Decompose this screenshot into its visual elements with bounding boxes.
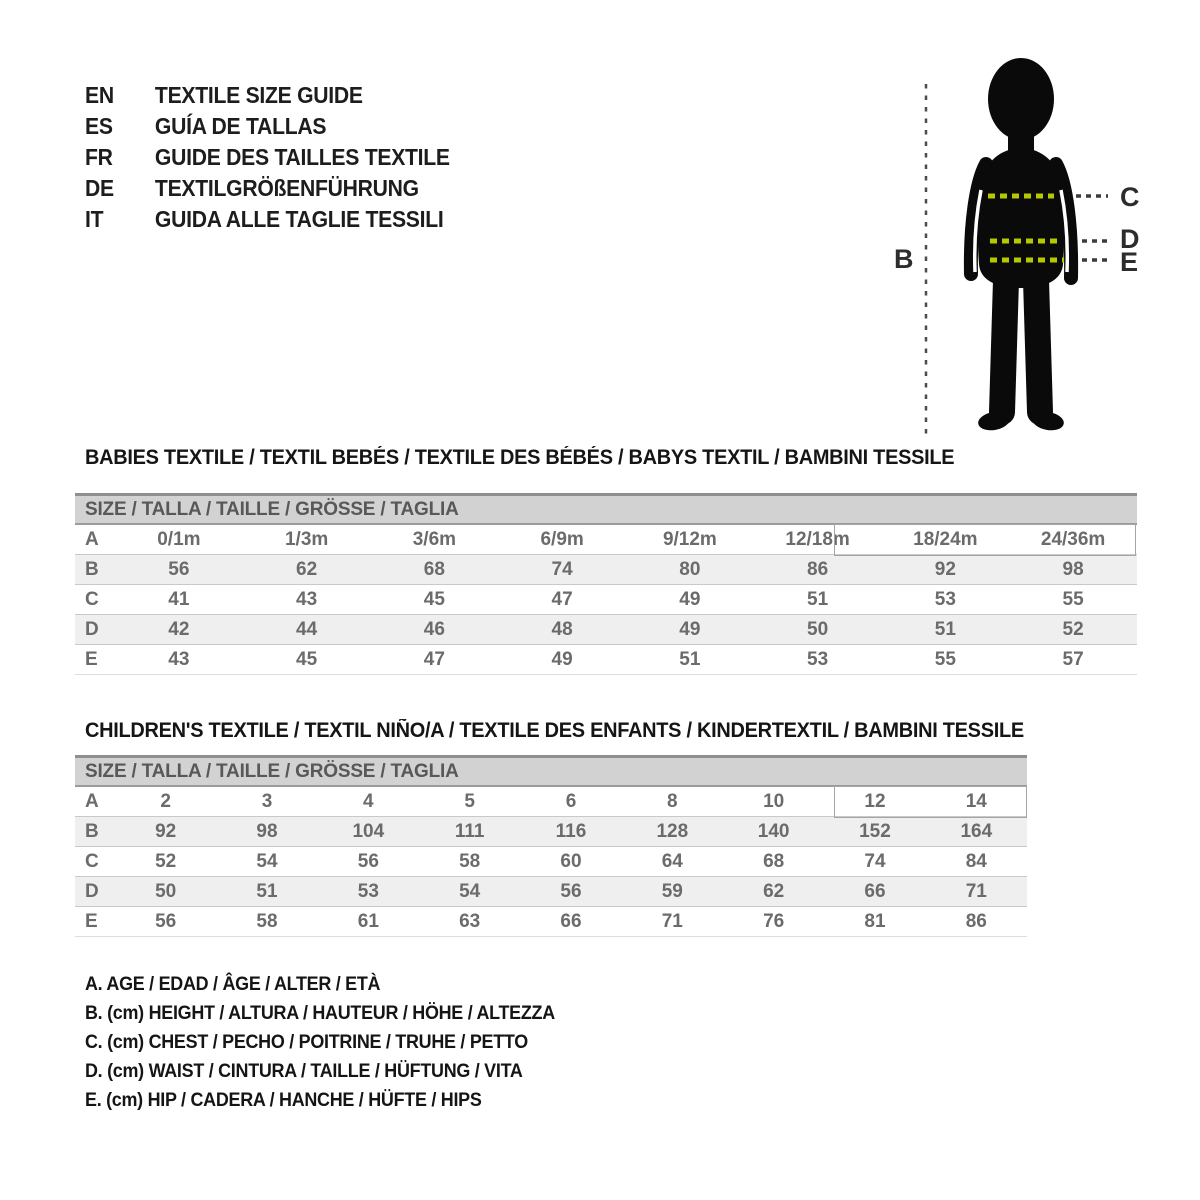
table-cell: 41 (168, 588, 190, 610)
table-cell: 63 (459, 910, 481, 932)
lang-code: FR (85, 144, 113, 170)
lang-code: DE (85, 175, 114, 201)
table-row (75, 615, 1137, 645)
table-cell: 66 (864, 880, 886, 902)
table-cell: 51 (934, 618, 956, 640)
table-cell: 49 (679, 618, 701, 640)
lang-row-it (85, 204, 450, 235)
table-cell: 140 (757, 820, 790, 842)
legend-line-hip: E. (cm) HIP / CADERA / HANCHE / HÜFTE / HIPS (85, 1089, 482, 1111)
row-label: B (85, 820, 99, 842)
lang-title: GUIDA ALLE TAGLIE TESSILI (154, 206, 444, 232)
row-label: C (85, 850, 99, 872)
measurement-legend (85, 970, 555, 1115)
table-cell: 9/12m (662, 528, 717, 550)
table-cell: 62 (763, 880, 785, 902)
children-section-heading: CHILDREN'S TEXTILE / TEXTIL NIÑO/A / TEXTILE DES ENFANTS / KINDERTEXTIL / BAMBINI TESSILE (85, 719, 1024, 742)
table-cell: 55 (1062, 588, 1084, 610)
table-cell: 12 (864, 790, 886, 812)
table-cell: 86 (965, 910, 987, 932)
row-label: B (85, 558, 99, 580)
lang-code: EN (85, 82, 114, 108)
table-cell: 66 (560, 910, 582, 932)
table-cell: 92 (934, 558, 956, 580)
table-row (75, 847, 1027, 877)
size-header: SIZE / TALLA / TAILLE / GRÖSSE / TAGLIA (75, 757, 1027, 787)
babies-size-table (75, 493, 1137, 675)
table-cell: 1/3m (284, 528, 329, 550)
table-cell: 3/6m (412, 528, 457, 550)
table-row (75, 585, 1137, 615)
legend-line-waist: D. (cm) WAIST / CINTURA / TAILLE / HÜFTUNG / VITA (85, 1060, 523, 1082)
table-cell: 0/1m (157, 528, 201, 550)
table-cell: 152 (859, 820, 891, 842)
table-cell: 98 (256, 820, 278, 842)
table-cell: 71 (965, 880, 987, 902)
table-cell: 61 (357, 910, 379, 932)
lang-title: TEXTILE SIZE GUIDE (154, 82, 363, 108)
row-label: A (85, 790, 99, 812)
child-silhouette-diagram (880, 40, 1200, 460)
table-cell: 6/9m (540, 528, 584, 550)
table-cell: 116 (555, 820, 587, 842)
table-cell: 55 (934, 648, 956, 670)
table-cell: 128 (656, 820, 689, 842)
table-cell: 51 (256, 880, 278, 902)
table-cell: 56 (560, 880, 582, 902)
babies-section-heading: BABIES TEXTILE / TEXTIL BEBÉS / TEXTILE DES BÉBÉS / BABYS TEXTIL / BAMBINI TESSILE (85, 446, 955, 469)
lang-code: IT (85, 206, 104, 232)
children-size-table (75, 755, 1027, 937)
table-cell: 47 (423, 648, 445, 670)
table-cell: 50 (807, 618, 829, 640)
row-label: C (85, 588, 99, 610)
size-header: SIZE / TALLA / TAILLE / GRÖSSE / TAGLIA (75, 495, 1137, 525)
table-cell: 56 (155, 910, 177, 932)
table-cell: 49 (551, 648, 573, 670)
table-cell: 57 (1062, 648, 1084, 670)
table-cell: 8 (667, 790, 678, 812)
table-cell: 56 (357, 850, 379, 872)
table-cell: 50 (155, 880, 177, 902)
row-label: A (85, 528, 99, 550)
lang-row-fr (85, 142, 450, 173)
table-row (75, 817, 1027, 847)
table-cell: 43 (296, 588, 318, 610)
table-row (75, 645, 1137, 675)
height-label: B (894, 244, 914, 274)
table-cell: 62 (296, 558, 318, 580)
table-cell: 6 (565, 790, 577, 812)
table-cell: 12/18m (785, 528, 850, 550)
table-cell: 52 (155, 850, 177, 872)
legend-line-chest: C. (cm) CHEST / PECHO / POITRINE / TRUHE / PETTO (85, 1031, 528, 1053)
hip-label: E (1120, 247, 1139, 277)
table-cell: 14 (965, 790, 987, 812)
table-cell: 49 (679, 588, 701, 610)
table-cell: 58 (256, 910, 278, 932)
table-cell: 10 (763, 790, 785, 812)
table-cell: 42 (168, 618, 190, 640)
lang-row-de (85, 173, 450, 204)
table-cell: 111 (454, 820, 485, 842)
table-cell: 68 (763, 850, 785, 872)
table-cell: 164 (960, 820, 993, 842)
table-header-row (75, 495, 1137, 525)
legend-line-height: B. (cm) HEIGHT / ALTURA / HAUTEUR / HÖHE / ALTEZZA (85, 1002, 555, 1024)
table-cell: 60 (560, 850, 582, 872)
table-cell: 18/24m (913, 528, 978, 550)
chest-label: C (1120, 182, 1140, 212)
lang-title: GUÍA DE TALLAS (154, 113, 327, 139)
table-cell: 46 (423, 618, 445, 640)
table-cell: 53 (934, 588, 956, 610)
table-row (75, 786, 1027, 817)
table-row (75, 907, 1027, 937)
table-cell: 45 (423, 588, 445, 610)
row-label: E (85, 910, 98, 932)
table-cell: 45 (296, 648, 318, 670)
table-cell: 53 (357, 880, 379, 902)
table-cell: 43 (168, 648, 190, 670)
table-cell: 64 (661, 850, 683, 872)
lang-title: TEXTILGRÖßENFÜHRUNG (154, 175, 419, 201)
table-cell: 68 (423, 558, 445, 580)
lang-row-es (85, 111, 450, 142)
legend-line-age: A. AGE / EDAD / ÂGE / ALTER / ETÀ (85, 973, 381, 995)
lang-row-en (85, 80, 450, 111)
table-cell: 53 (807, 648, 829, 670)
table-cell: 54 (256, 850, 278, 872)
table-row (75, 877, 1027, 907)
table-cell: 81 (864, 910, 886, 932)
row-label: D (85, 618, 99, 640)
table-cell: 58 (459, 850, 481, 872)
table-header-row (75, 757, 1027, 787)
row-label: D (85, 880, 99, 902)
language-title-list (85, 80, 450, 235)
table-cell: 52 (1062, 618, 1084, 640)
table-row (75, 555, 1137, 585)
table-cell: 2 (160, 790, 171, 812)
table-cell: 80 (679, 558, 701, 580)
table-cell: 56 (168, 558, 190, 580)
table-cell: 86 (807, 558, 829, 580)
table-cell: 74 (551, 558, 573, 580)
table-cell: 71 (661, 910, 683, 932)
table-cell: 59 (661, 880, 683, 902)
table-cell: 24/36m (1040, 528, 1106, 550)
table-cell: 4 (363, 790, 374, 812)
table-cell: 76 (763, 910, 785, 932)
table-cell: 47 (551, 588, 573, 610)
row-label: E (85, 648, 98, 670)
table-cell: 51 (807, 588, 829, 610)
table-cell: 74 (864, 850, 886, 872)
table-cell: 54 (459, 880, 481, 902)
child-silhouette (971, 58, 1071, 433)
table-cell: 5 (464, 790, 475, 812)
measurement-figure (880, 40, 1200, 460)
lang-title: GUIDE DES TAILLES TEXTILE (154, 144, 450, 170)
table-cell: 44 (296, 618, 318, 640)
table-cell: 3 (261, 790, 273, 812)
table-cell: 84 (965, 850, 987, 872)
table-cell: 51 (679, 648, 701, 670)
table-cell: 104 (352, 820, 385, 842)
waist-label: D (1120, 224, 1140, 254)
table-row (75, 524, 1137, 555)
lang-code: ES (85, 113, 113, 139)
table-cell: 92 (155, 820, 177, 842)
table-cell: 48 (551, 618, 573, 640)
table-cell: 98 (1062, 558, 1084, 580)
